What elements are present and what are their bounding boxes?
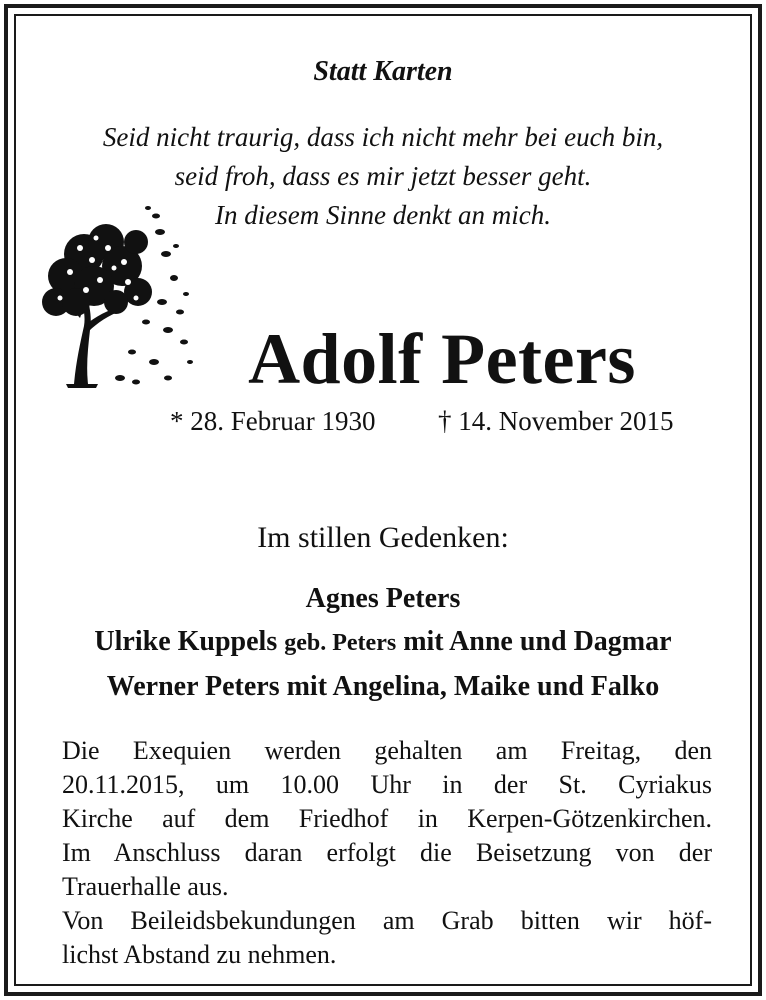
- notice-line: Trauerhalle aus.: [62, 872, 229, 901]
- notice-line: Im Anschluss daran erfolgt die Beisetzung von der: [62, 838, 712, 867]
- mourner-line: Agnes Peters: [305, 583, 461, 614]
- mourner-line: [0, 620, 766, 665]
- notice-line: Kirche auf dem Friedhof in Kerpen-Götzenkirchen.: [62, 804, 712, 833]
- birth-date: * 28. Februar 1930: [170, 406, 376, 436]
- mourner-maiden-name: geb. Peters: [284, 630, 397, 656]
- heading-statt-karten: Statt Karten: [313, 56, 453, 87]
- notice-line: lichst Abstand zu nehmen.: [62, 940, 337, 969]
- mourner-name: Ulrike Kuppels: [94, 626, 278, 657]
- poem-line: Seid nicht traurig, dass ich nicht mehr bei euch bin,: [102, 122, 664, 152]
- notice-line: 20.11.2015, um 10.00 Uhr in der St. Cyriakus: [62, 770, 712, 799]
- mourners-list: [0, 577, 766, 708]
- notice-line: Die Exequien werden gehalten am Freitag, den: [62, 736, 712, 765]
- mourner-companions: mit Anne und Dagmar: [403, 626, 672, 657]
- notice-line: Von Beileidsbekundungen am Grab bitten wir höf-: [62, 906, 712, 935]
- memorial-line: Im stillen Gedenken:: [257, 521, 509, 554]
- mourner-line: Werner Peters mit Angelina, Maike und Falko: [106, 671, 660, 702]
- poem-line: In diesem Sinne denkt an mich.: [215, 200, 551, 230]
- poem-line: seid froh, dass es mir jetzt besser geht.: [174, 161, 592, 191]
- deceased-name: Adolf Peters: [248, 319, 636, 399]
- windblown-tree-icon: [36, 202, 196, 392]
- death-date: † 14. November 2015: [438, 406, 674, 436]
- funeral-notice: [62, 734, 712, 972]
